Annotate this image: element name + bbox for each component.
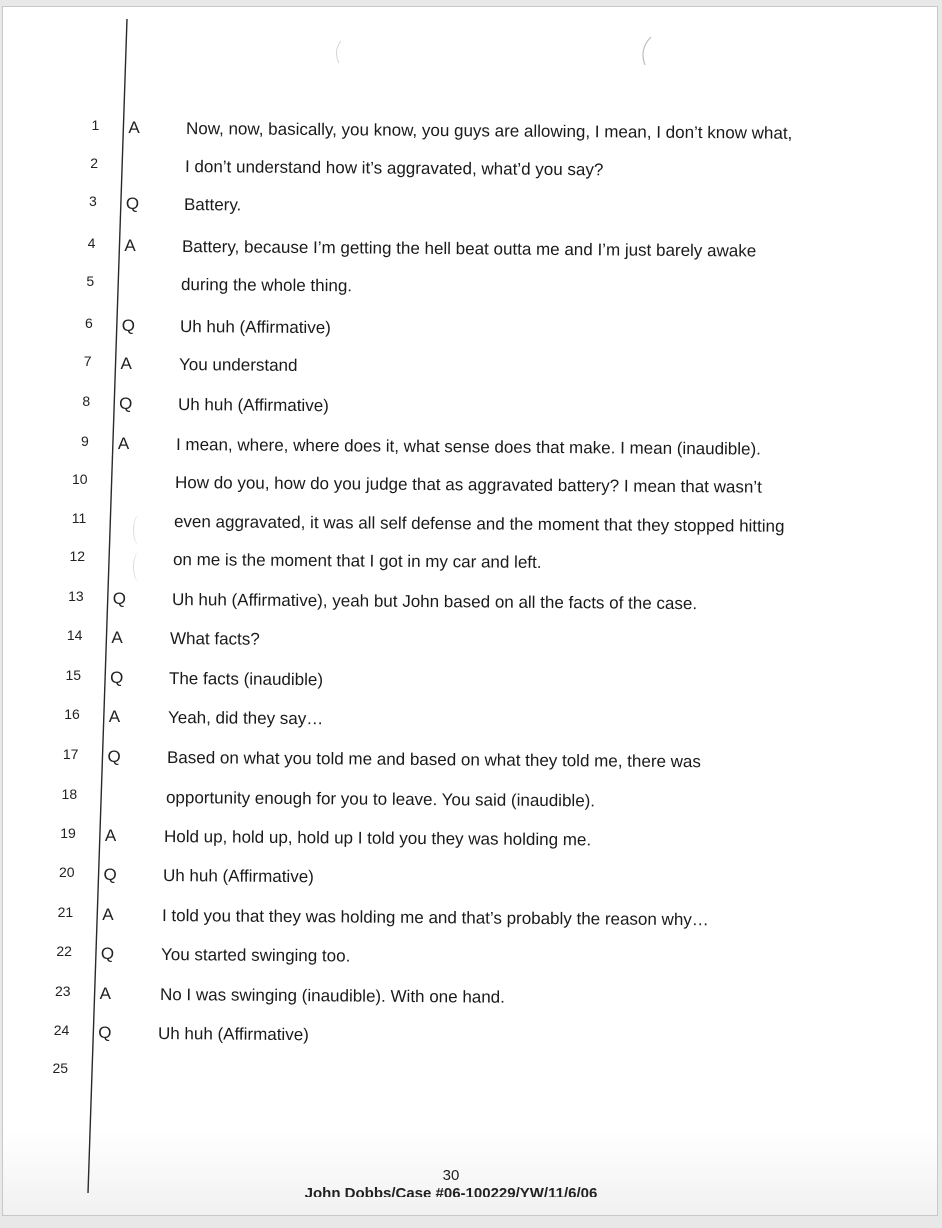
- line-number: 5: [86, 273, 95, 289]
- line-number: 19: [60, 825, 76, 841]
- line-text: even aggravated, it was all self defense and the moment that they stopped hitting: [173, 512, 785, 536]
- line-text: What facts?: [170, 629, 261, 649]
- line-text: You understand: [178, 355, 298, 375]
- line-number: 13: [68, 588, 84, 604]
- line-number: 8: [82, 393, 91, 409]
- speaker-label: A: [102, 905, 114, 924]
- speaker-label: A: [104, 826, 117, 845]
- speaker-label: A: [128, 118, 140, 137]
- line-number: 2: [90, 155, 99, 171]
- line-text: Yeah, did they say…: [167, 708, 324, 729]
- line-text: Now, now, basically, you know, you guys are allowing, I mean, I don’t know what,: [185, 119, 793, 143]
- line-text: I don’t understand how it’s aggravated, what’d you say?: [184, 157, 604, 180]
- speaker-label: A: [111, 628, 123, 647]
- speaker-label: Q: [119, 394, 133, 413]
- line-number: 6: [84, 315, 93, 331]
- line-number: 22: [56, 943, 72, 959]
- line-number: 17: [62, 746, 79, 762]
- speaker-label: Q: [121, 316, 135, 335]
- line-text: The facts (inaudible): [169, 669, 324, 690]
- line-text: I mean, where, where does it, what sense does that make. I mean (inaudible).: [176, 435, 762, 459]
- line-text: Battery, because I’m getting the hell beat outta me and I’m just barely awake: [182, 237, 757, 261]
- line-text: Uh huh (Affirmative): [179, 317, 331, 338]
- line-number: 4: [87, 235, 96, 251]
- line-number: 24: [53, 1022, 70, 1038]
- page-number: 30: [442, 1167, 460, 1184]
- speaker-label: Q: [107, 747, 121, 766]
- line-text: Uh huh (Affirmative): [158, 1024, 310, 1045]
- speaker-label: A: [124, 236, 136, 255]
- line-text: You started swinging too.: [160, 945, 351, 966]
- line-text: I told you that they was holding me and that’s probably the reason why…: [161, 906, 709, 930]
- line-text: during the whole thing.: [181, 275, 353, 296]
- speaker-label: A: [99, 984, 111, 1003]
- line-number: 18: [61, 786, 78, 802]
- line-number: 9: [81, 433, 89, 449]
- line-number: 20: [58, 864, 75, 880]
- line-number: 7: [83, 353, 92, 369]
- line-number: 15: [65, 667, 82, 683]
- line-number: 12: [69, 548, 86, 564]
- transcript-page: [2, 6, 938, 1216]
- speaker-label: A: [120, 354, 132, 373]
- speaker-label: Q: [110, 668, 124, 687]
- line-number: 16: [64, 706, 80, 722]
- line-text: Battery.: [183, 195, 241, 215]
- line-number: 14: [66, 627, 83, 643]
- speaker-label: Q: [103, 865, 117, 884]
- line-text: Uh huh (Affirmative): [163, 866, 315, 887]
- line-text: opportunity enough for you to leave. You said (inaudible).: [165, 788, 595, 811]
- line-number: 1: [91, 117, 100, 133]
- line-text: Uh huh (Affirmative): [177, 395, 329, 416]
- case-footer: John Dobbs/Case #06-100229/YW/11/6/06: [304, 1185, 598, 1197]
- line-text: No I was swinging (inaudible). With one hand.: [159, 985, 505, 1007]
- line-text: Hold up, hold up, hold up I told you they was holding me.: [164, 827, 592, 850]
- line-number: 11: [71, 510, 87, 526]
- hole-punch-mark-right: [643, 37, 651, 65]
- speaker-label: A: [117, 434, 130, 453]
- line-text: How do you, how do you judge that as aggravated battery? I mean that wasn’t: [175, 473, 763, 497]
- speaker-label: Q: [112, 589, 126, 608]
- line-number: 23: [54, 983, 71, 999]
- speaker-label: Q: [125, 194, 140, 213]
- hole-punch-mark-left: [336, 41, 341, 63]
- speaker-label: Q: [98, 1023, 112, 1042]
- line-text: Uh huh (Affirmative), yeah but John based on all the facts of the case.: [171, 590, 697, 614]
- line-text: on me is the moment that I got in my car and left.: [172, 550, 542, 572]
- speaker-label: A: [108, 707, 121, 726]
- line-number: 3: [89, 193, 97, 209]
- scan-artifact: [133, 515, 146, 545]
- line-text: Based on what you told me and based on what they told me, there was: [166, 748, 701, 772]
- line-number: 10: [72, 471, 88, 487]
- line-number: 21: [57, 904, 74, 920]
- scan-artifact: [133, 552, 146, 582]
- speaker-label: Q: [100, 944, 115, 963]
- line-number: 25: [52, 1060, 69, 1076]
